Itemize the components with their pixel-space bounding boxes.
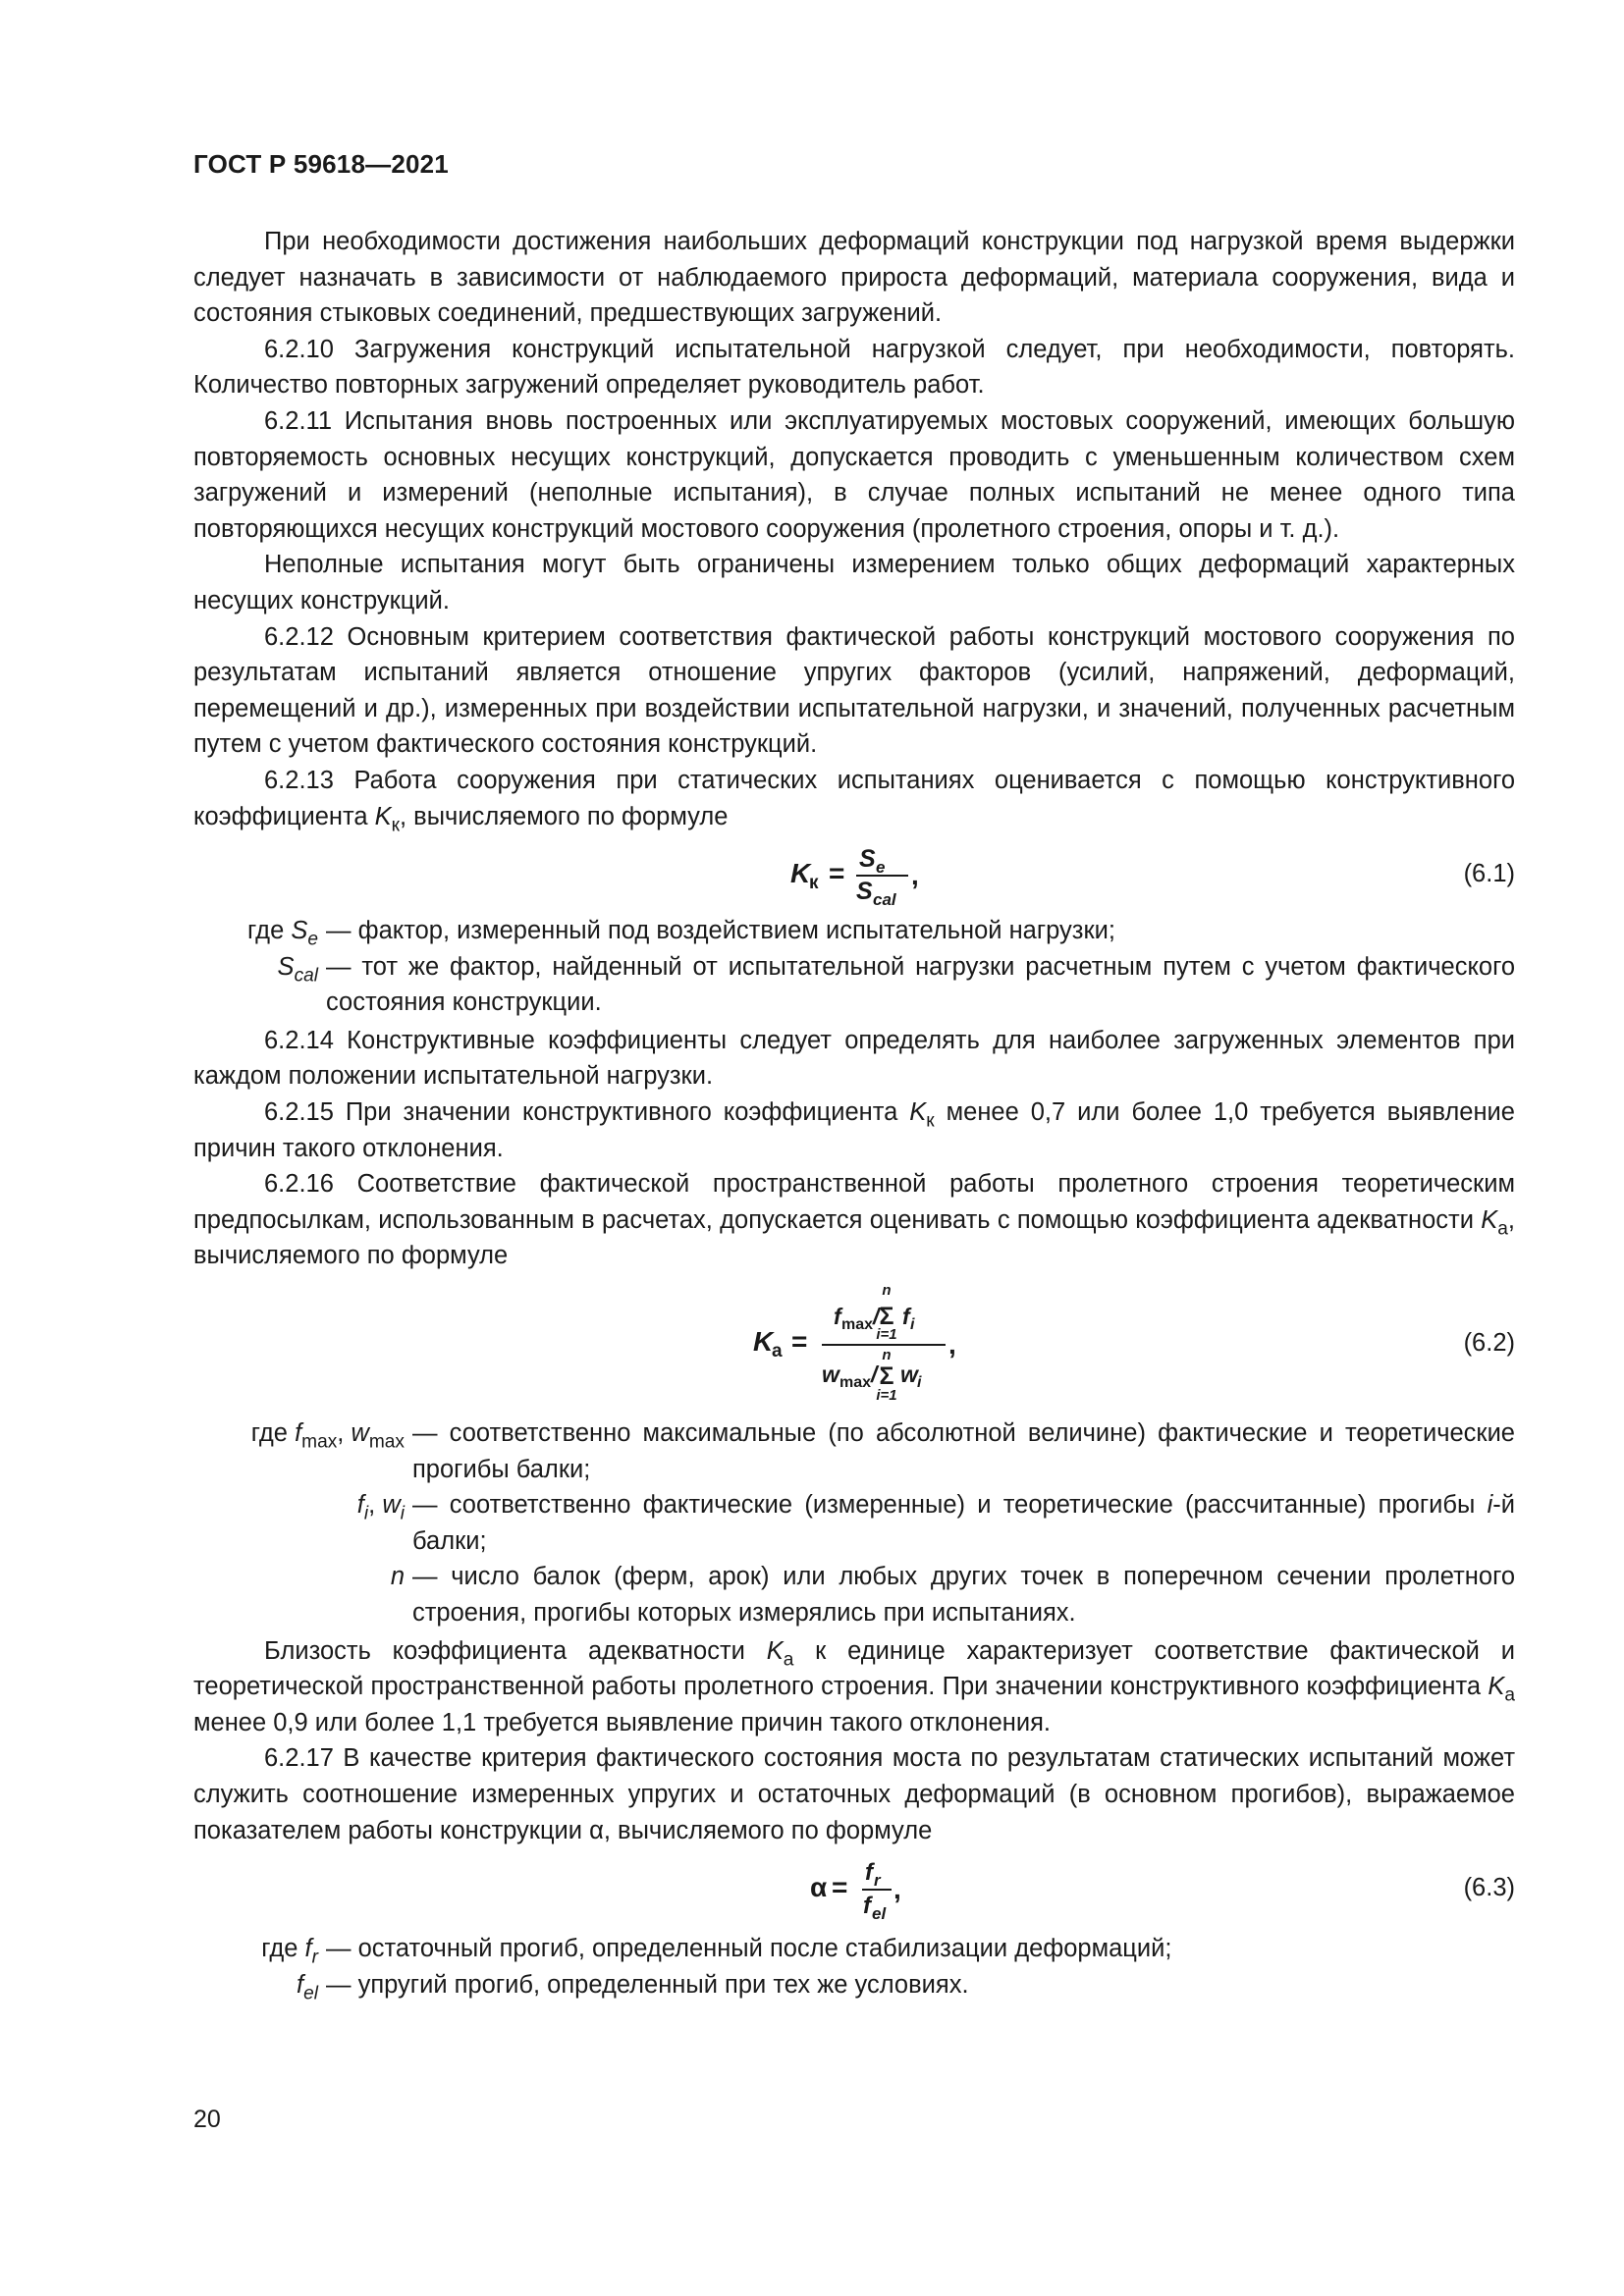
where-lead: где <box>261 1935 298 1963</box>
formula-equals: = <box>791 1326 808 1358</box>
symbol: f <box>295 1419 302 1448</box>
formula-number: (6.3) <box>1463 1874 1515 1902</box>
paragraph-text: 6.2.15 При значении конструктивного коэффициента <box>264 1098 898 1127</box>
paragraph-text: менее 0,9 или более 1,1 требуется выявление причин такого отклонения. <box>193 1708 1051 1736</box>
subscript: max <box>368 1431 405 1453</box>
paragraph-6-2-12: 6.2.12 Основным критерием соответствия фактической работы конструкций мостового сооружения по результатам испытаний является отношение упругих факторов (усилий, напряжений, деформаций, перемещений и др.), измеренных при воздействии испытательной нагрузки, и значений, полученных расчетным путем с учетом фактического состояния конструкций. <box>193 622 1515 759</box>
where-lead: где <box>247 917 285 945</box>
formula-lhs: K <box>790 858 811 889</box>
formula-lhs: K <box>753 1326 774 1358</box>
formula-6-2 <box>193 1278 1515 1412</box>
paragraph <box>193 1633 1515 1741</box>
formula-number: (6.2) <box>1463 1329 1515 1358</box>
paragraph-6-2-17 <box>193 1740 1515 1848</box>
symbol: K <box>374 802 392 830</box>
formula-expression <box>808 1852 916 1927</box>
paragraph-6-2-11: 6.2.11 Испытания вновь построенных или эксплуатируемых мостовых сооружений, имеющих большую повторяемость основных несущих конструкций, допускается проводить с уменьшенным количеством схем загружений и измерений (неполные испытания), в случае полных испытаний не менее одного типа повторяющихся несущих конструкций мостового сооружения (пролетного строения, опоры и т. д.). <box>193 406 1515 543</box>
where-row <box>193 1931 1515 1967</box>
where-description: — число балок (ферм, арок) или любых других точек в поперечном сечении пролетного строения, прогибы которых измерялись при испытаниях. <box>412 1563 1515 1627</box>
formula-numerator: f <box>865 1859 873 1887</box>
formula-comma: , <box>893 1874 901 1905</box>
formula-denominator-term: w <box>900 1362 918 1388</box>
paragraph-text: менее 0,7 или более 1,0 требуется выявление причин такого отклонения. <box>193 1098 1515 1162</box>
where-row <box>193 913 1515 949</box>
sum-symbol: Σ <box>879 1362 894 1391</box>
where-symbol <box>193 1931 326 1967</box>
where-list-6-1 <box>193 913 1515 1021</box>
paragraph-text: 6.2.13 Работа сооружения при статических испытаниях оценивается с помощью конструктивного коэффициента <box>193 766 1515 830</box>
formula-denominator: f <box>863 1893 871 1920</box>
paragraph-6-2-13 <box>193 763 1515 834</box>
where-description: — остаточный прогиб, определенный после стабилизации деформаций; <box>326 1935 1172 1963</box>
symbol: K <box>909 1098 927 1127</box>
where-description: — упругий прогиб, определенный при тех же условиях. <box>326 1970 969 1999</box>
formula-expression <box>749 1278 975 1412</box>
formula-numerator-sub: r <box>874 1871 881 1891</box>
formula-slash: / <box>871 1362 878 1388</box>
subscript: а <box>783 1649 794 1671</box>
sum-upper-limit: n <box>882 1282 892 1300</box>
sum-upper-limit: n <box>882 1347 892 1364</box>
symbol: n <box>390 1563 405 1591</box>
where-row <box>193 1415 1515 1487</box>
subscript: i <box>363 1503 369 1524</box>
formula-equals: = <box>832 1872 848 1903</box>
where-symbol <box>193 1559 412 1630</box>
subscript: к <box>391 815 401 836</box>
symbol: w <box>382 1491 401 1520</box>
paragraph-text: к единице характеризует соответствие фактической и теоретической пространственной работы пролетного строения. При значении конструктивного коэффициента <box>193 1636 1515 1701</box>
symbol: α <box>589 1816 604 1844</box>
formula-lhs-sub: к <box>809 873 819 894</box>
formula-slash: / <box>873 1304 880 1330</box>
paragraph-text: 6.2.17 В качестве критерия фактического состояния моста по результатам статических испытаний может служить соотношение измеренных упругих и остаточных деформаций (в основном прогибов), выражаемое показателем работы конструкции <box>193 1744 1515 1844</box>
symbol: K <box>766 1636 784 1665</box>
symbol: f <box>356 1491 364 1520</box>
paragraph-6-2-15 <box>193 1095 1515 1166</box>
sum-lower-limit: i=1 <box>876 1387 897 1405</box>
formula-comma: , <box>911 860 919 891</box>
subscript: max <box>301 1431 338 1453</box>
paragraph-6-2-14: 6.2.14 Конструктивные коэффициенты следует определять для наиболее загруженных элементов при каждом положении испытательной нагрузки. <box>193 1026 1515 1091</box>
sum-symbol: Σ <box>879 1303 894 1331</box>
where-description: — тот же фактор, найденный от испытательной нагрузки расчетным путем с учетом фактического состояния конструкции. <box>326 952 1515 1017</box>
paragraph-6-2-16 <box>193 1166 1515 1274</box>
where-lead: где <box>250 1419 288 1448</box>
formula-numerator: S <box>859 845 876 874</box>
where-symbol <box>193 1415 412 1487</box>
paragraph-text: Близость коэффициента адекватности <box>264 1636 745 1665</box>
formula-lhs: α <box>810 1872 828 1903</box>
where-symbol <box>193 913 326 949</box>
formula-denominator-sub: max <box>839 1374 872 1392</box>
formula-number: (6.1) <box>1463 860 1515 888</box>
formula-lhs-sub: а <box>772 1341 783 1362</box>
where-row <box>193 1967 1515 2003</box>
formula-denominator-sub: el <box>872 1904 887 1924</box>
where-symbol <box>193 1487 412 1559</box>
symbol: K <box>1481 1205 1498 1234</box>
symbol: f <box>297 1970 304 1999</box>
where-list-6-3 <box>193 1931 1515 2002</box>
formula-numerator-term-sub: i <box>910 1316 915 1334</box>
formula-denominator-term-sub: i <box>917 1374 922 1392</box>
where-symbol <box>193 949 326 1021</box>
where-description: — соответственно максимальные (по абсолютной величине) фактические и теоретические прогибы балки; <box>412 1419 1515 1483</box>
formula-numerator-sub: e <box>876 858 886 878</box>
sum-lower-limit: i=1 <box>876 1326 897 1344</box>
document-header: ГОСТ Р 59618—2021 <box>193 149 449 179</box>
symbol: K <box>1488 1673 1505 1701</box>
where-row <box>193 1559 1515 1630</box>
where-description: — фактор, измеренный под воздействием испытательной нагрузки; <box>326 917 1115 945</box>
formula-expression <box>785 838 942 909</box>
subscript: r <box>311 1947 318 1968</box>
formula-denominator: S <box>856 878 873 906</box>
paragraph-6-2-10: 6.2.10 Загружения конструкций испытательной нагрузкой следует, при необходимости, повторять. Количество повторных загружений определяет руководитель работ. <box>193 335 1515 400</box>
where-text: — соответственно фактические (измеренные) и теоретические (рассчитанные) прогибы <box>412 1491 1476 1520</box>
formula-comma: , <box>948 1329 956 1361</box>
symbol: i <box>1487 1491 1493 1520</box>
symbol: S <box>277 952 295 981</box>
subscript: e <box>307 929 318 950</box>
symbol: f <box>304 1935 312 1963</box>
page-number: 20 <box>193 2106 221 2133</box>
formula-numerator-term: f <box>902 1304 910 1330</box>
document-body <box>193 224 1515 2004</box>
paragraph-text: 6.2.16 Соответствие фактической пространственной работы пролетного строения теоретическим предпосылкам, использованным в расчетах, допускается оценивать с помощью коэффициента адекватности <box>193 1170 1515 1234</box>
comma: , <box>337 1419 345 1448</box>
formula-equals: = <box>829 858 845 889</box>
formula-6-1 <box>193 838 1515 909</box>
formula-6-3 <box>193 1852 1515 1927</box>
paragraph: Неполные испытания могут быть ограничены измерением только общих деформаций характерных несущих конструкций. <box>193 551 1515 614</box>
comma: , <box>368 1491 376 1520</box>
where-list-6-2 <box>193 1415 1515 1631</box>
subscript: а <box>1504 1684 1515 1706</box>
where-text: -й балки; <box>412 1491 1515 1555</box>
formula-denominator: w <box>822 1362 839 1388</box>
formula-numerator-sub: max <box>841 1316 874 1334</box>
subscript: к <box>926 1110 935 1132</box>
subscript: i <box>400 1503 405 1524</box>
formula-denominator-sub: cal <box>873 890 896 910</box>
paragraph-text: , вычисляемого по формуле <box>400 802 729 830</box>
paragraph: При необходимости достижения наибольших деформаций конструкции под нагрузкой время выдержки следует назначать в зависимости от наблюдаемого прироста деформаций, материала сооружения, вида и состояния стыковых соединений, предшествующих загружений. <box>193 228 1515 328</box>
symbol: S <box>291 917 308 945</box>
subscript: а <box>1497 1218 1508 1240</box>
subscript: el <box>303 1983 318 2004</box>
symbol: w <box>351 1419 369 1448</box>
where-row <box>193 1487 1515 1559</box>
where-description <box>412 1487 1515 1559</box>
where-row <box>193 949 1515 1021</box>
paragraph-text: , вычисляемого по формуле <box>193 1205 1516 1270</box>
subscript: cal <box>294 965 318 987</box>
formula-numerator: f <box>834 1304 841 1330</box>
paragraph-text: , вычисляемого по формуле <box>603 1816 933 1844</box>
where-symbol <box>193 1967 326 2003</box>
